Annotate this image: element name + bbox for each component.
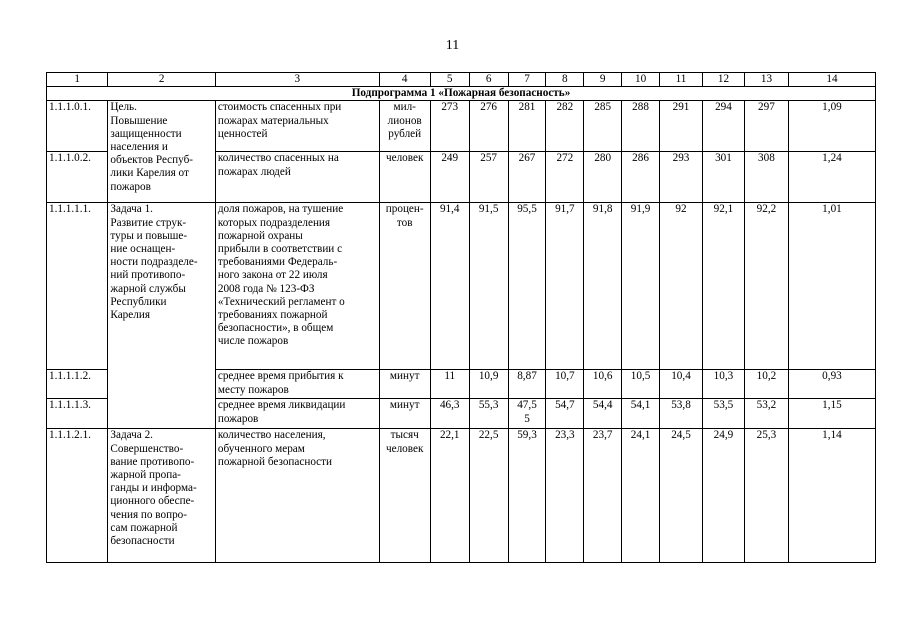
text-line: требованиях пожарной <box>217 309 328 322</box>
value-cell: 272 <box>546 152 584 203</box>
value-cell: 91,5 <box>469 203 508 370</box>
text-line: количество спасенных на <box>217 152 339 165</box>
text-line: жарной службы <box>110 282 186 295</box>
unit-cell <box>379 370 430 399</box>
text-line: ценностей <box>217 127 268 140</box>
text-line: лионов <box>387 114 422 127</box>
value-cell: 23,3 <box>546 429 584 563</box>
value-cell: 294 <box>702 101 744 152</box>
value-cell: 92,2 <box>744 203 788 370</box>
value-cell: 54,1 <box>622 399 660 429</box>
text-line: ний противопо- <box>110 269 186 282</box>
column-number-cell: 12 <box>702 73 744 87</box>
text-line: среднее время ликвидации <box>217 399 346 412</box>
column-number-cell: 1 <box>47 73 108 87</box>
value-cell: 286 <box>622 152 660 203</box>
indicator-cell <box>215 370 379 399</box>
text-line: стоимость спасенных при <box>217 101 342 114</box>
column-number-cell: 14 <box>788 73 875 87</box>
value-cell: 291 <box>660 101 703 152</box>
ratio-cell: 1,01 <box>788 203 875 370</box>
value-cell: 249 <box>430 152 469 203</box>
table-row <box>47 101 876 152</box>
text-line: пожарной безопасности <box>217 455 333 468</box>
text-line: мил- <box>393 101 416 114</box>
text-line: которых подразделения <box>217 216 331 229</box>
column-number-cell: 4 <box>379 73 430 87</box>
value-cell: 22,5 <box>469 429 508 563</box>
row-code: 1.1.1.0.1. <box>47 101 108 152</box>
text-line: процен- <box>385 203 424 216</box>
row-code: 1.1.1.1.3. <box>47 399 108 429</box>
value-cell: 92 <box>660 203 703 370</box>
ratio-cell: 1,09 <box>788 101 875 152</box>
value-cell: 273 <box>430 101 469 152</box>
column-number-cell: 10 <box>622 73 660 87</box>
row-code: 1.1.1.2.1. <box>47 429 108 563</box>
text-line: человек <box>386 442 424 455</box>
text-line: Республики <box>110 295 167 308</box>
value-cell: 91,9 <box>622 203 660 370</box>
text-line: минут <box>389 399 420 412</box>
subprogram-row <box>47 87 876 101</box>
value-cell: 53,5 <box>702 399 744 429</box>
value-cell: 10,6 <box>584 370 622 399</box>
text-line: ганды и информа- <box>110 482 197 495</box>
value-cell: 55,3 <box>469 399 508 429</box>
text-line: Развитие струк- <box>110 216 187 229</box>
text-line: количество населения, <box>217 429 326 442</box>
goal-task-cell <box>108 101 215 203</box>
text-line: месту пожаров <box>217 383 289 396</box>
goal-task-cell <box>108 429 215 563</box>
text-line: тов <box>396 216 413 229</box>
text-line: пожарах людей <box>217 165 291 178</box>
ratio-cell: 1,24 <box>788 152 875 203</box>
column-number-cell: 11 <box>660 73 703 87</box>
unit-cell <box>379 399 430 429</box>
text-line: пожарах материальных <box>217 114 329 127</box>
text-line: доля пожаров, на тушение <box>217 203 344 216</box>
text-line: Цель. <box>110 101 137 114</box>
value-cell: 91,7 <box>546 203 584 370</box>
value-cell: 301 <box>702 152 744 203</box>
indicators-table <box>46 72 876 563</box>
text-line: пожарной охраны <box>217 229 303 242</box>
value-cell: 53,2 <box>744 399 788 429</box>
value-cell: 46,3 <box>430 399 469 429</box>
text-line: среднее время прибытия к <box>217 370 344 383</box>
row-code: 1.1.1.0.2. <box>47 152 108 203</box>
ratio-cell: 1,14 <box>788 429 875 563</box>
table-row <box>47 429 876 563</box>
unit-cell <box>379 203 430 370</box>
ratio-cell: 0,93 <box>788 370 875 399</box>
value-cell: 47,5 5 <box>508 399 546 429</box>
value-cell: 54,4 <box>584 399 622 429</box>
column-number-cell: 6 <box>469 73 508 87</box>
text-line: Задача 1. <box>110 203 153 216</box>
text-line: защищенности <box>110 127 182 140</box>
value-cell: 24,5 <box>660 429 703 563</box>
value-cell: 8,87 <box>508 370 546 399</box>
text-line: тысяч <box>390 429 419 442</box>
text-line: Карелия <box>110 309 150 322</box>
text-line: прибыли в соответствии с <box>217 243 343 256</box>
text-line: требованиями Федераль- <box>217 256 338 269</box>
text-line: числе пожаров <box>217 335 289 348</box>
value-cell: 285 <box>584 101 622 152</box>
column-number-cell: 7 <box>508 73 546 87</box>
text-line: ного закона от 22 июля <box>217 269 328 282</box>
value-cell: 10,3 <box>702 370 744 399</box>
value-cell: 54,7 <box>546 399 584 429</box>
text-line: населения и <box>110 141 168 154</box>
value-cell: 91,4 <box>430 203 469 370</box>
text-line: ционного обеспе- <box>110 495 195 508</box>
indicator-cell <box>215 152 379 203</box>
unit-cell <box>379 152 430 203</box>
value-cell: 288 <box>622 101 660 152</box>
text-line: ности подразделе- <box>110 256 198 269</box>
indicator-cell <box>215 429 379 563</box>
value-cell: 24,1 <box>622 429 660 563</box>
page-number: 11 <box>445 38 460 53</box>
indicator-cell <box>215 101 379 152</box>
value-cell: 91,8 <box>584 203 622 370</box>
text-line: безопасности <box>110 535 175 548</box>
column-number-cell: 3 <box>215 73 379 87</box>
value-cell: 23,7 <box>584 429 622 563</box>
value-cell: 92,1 <box>702 203 744 370</box>
row-code: 1.1.1.1.1. <box>47 203 108 370</box>
text-line: минут <box>389 370 420 383</box>
column-number-cell: 9 <box>584 73 622 87</box>
column-number-cell: 2 <box>108 73 215 87</box>
value-cell: 281 <box>508 101 546 152</box>
text-line: ние оснащен- <box>110 243 176 256</box>
text-line: Совершенство- <box>110 442 184 455</box>
text-line: туры и повыше- <box>110 229 188 242</box>
row-code: 1.1.1.1.2. <box>47 370 108 399</box>
value-cell: 10,2 <box>744 370 788 399</box>
column-number-row <box>47 73 876 87</box>
value-cell: 267 <box>508 152 546 203</box>
value-cell: 59,3 <box>508 429 546 563</box>
text-line: пожаров <box>217 412 259 425</box>
ratio-cell: 1,15 <box>788 399 875 429</box>
text-line: пожаров <box>110 180 151 193</box>
unit-cell <box>379 101 430 152</box>
value-cell: 11 <box>430 370 469 399</box>
value-cell: 282 <box>546 101 584 152</box>
text-line: Повышение <box>110 114 168 127</box>
value-cell: 293 <box>660 152 703 203</box>
value-cell: 308 <box>744 152 788 203</box>
unit-cell <box>379 429 430 563</box>
value-cell: 10,9 <box>469 370 508 399</box>
column-number-cell: 13 <box>744 73 788 87</box>
column-number-cell: 5 <box>430 73 469 87</box>
text-line: безопасности», в общем <box>217 322 334 335</box>
value-cell: 10,4 <box>660 370 703 399</box>
value-cell: 257 <box>469 152 508 203</box>
text-line: рублей <box>388 127 422 140</box>
value-cell: 22,1 <box>430 429 469 563</box>
value-cell: 297 <box>744 101 788 152</box>
indicator-cell <box>215 399 379 429</box>
value-cell: 95,5 <box>508 203 546 370</box>
value-cell: 276 <box>469 101 508 152</box>
text-line: сам пожарной <box>110 521 178 534</box>
text-line: 2008 года № 123-ФЗ <box>217 282 315 295</box>
value-cell: 24,9 <box>702 429 744 563</box>
value-cell: 280 <box>584 152 622 203</box>
text-line: лики Карелия от <box>110 167 189 180</box>
value-cell: 10,5 <box>622 370 660 399</box>
text-line: обученного мерам <box>217 442 305 455</box>
indicator-cell <box>215 203 379 370</box>
text-line: объектов Респуб- <box>110 154 194 167</box>
text-line: чения по вопро- <box>110 508 187 521</box>
subprogram-title: Подпрограмма 1 «Пожарная безопасность» <box>47 87 876 101</box>
value-cell: 25,3 <box>744 429 788 563</box>
text-line: Задача 2. <box>110 429 153 442</box>
text-line: вание противопо- <box>110 455 195 468</box>
text-line: жарной пропа- <box>110 469 181 482</box>
value-cell: 53,8 <box>660 399 703 429</box>
value-cell: 10,7 <box>546 370 584 399</box>
column-number-cell: 8 <box>546 73 584 87</box>
text-line: «Технический регламент о <box>217 295 345 308</box>
text-line: человек <box>386 152 424 165</box>
table-row <box>47 203 876 370</box>
goal-task-cell <box>108 203 215 429</box>
